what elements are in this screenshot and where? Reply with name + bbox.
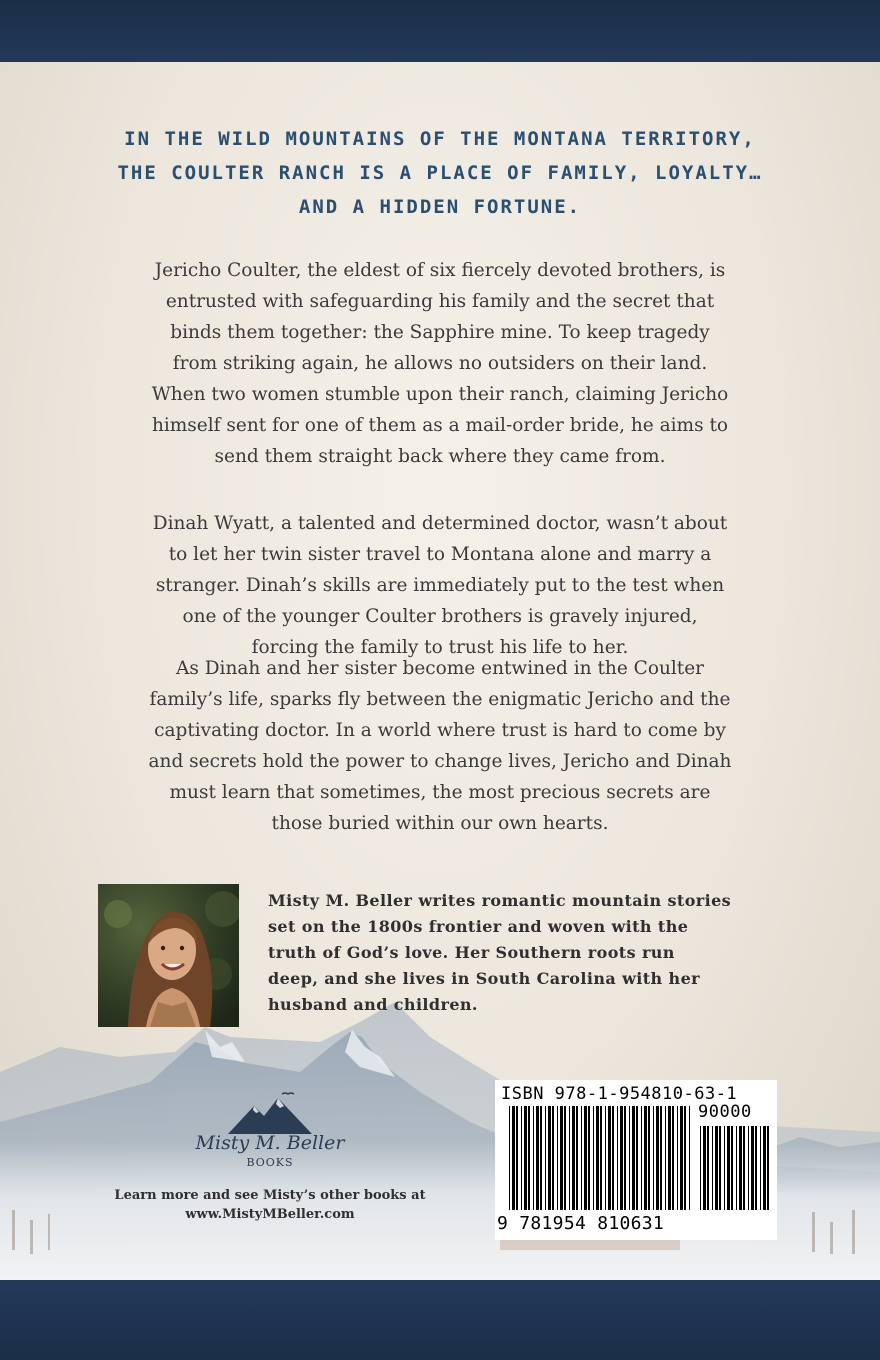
barcode-bar xyxy=(724,1126,725,1210)
barcode-bar xyxy=(593,1106,594,1210)
barcode-bar xyxy=(636,1106,638,1210)
barcode-bar xyxy=(612,1106,614,1210)
barcode-bar xyxy=(528,1106,530,1210)
barcode-bar xyxy=(533,1106,534,1210)
bio-line: truth of God’s love. Her Southern roots run xyxy=(268,943,675,962)
tagline-headline xyxy=(40,122,840,224)
barcode-bar xyxy=(588,1106,590,1210)
learn-more-line: Learn more and see Misty’s other books at xyxy=(114,1188,426,1203)
blurb-line: to let her twin sister travel to Montana alone and marry a xyxy=(168,544,712,565)
blurb-line: Jericho Coulter, the eldest of six fiercely devoted brothers, is xyxy=(154,260,726,281)
price-code: 90000 xyxy=(698,1102,752,1122)
isbn-number: ISBN 978-1-954810-63-1 xyxy=(501,1084,738,1104)
barcode-bar xyxy=(648,1106,650,1210)
blurb-line: must learn that sometimes, the most precious secrets are xyxy=(169,782,711,803)
barcode-bar xyxy=(569,1106,570,1210)
top-border-band xyxy=(0,0,880,62)
barcode-bar xyxy=(572,1106,575,1210)
barcode-bar xyxy=(584,1106,587,1210)
barcode-bar xyxy=(739,1126,742,1210)
blurb-line: captivating doctor. In a world where trust is hard to come by xyxy=(154,720,726,741)
barcode-bar xyxy=(644,1106,647,1210)
blurb-line: entrusted with safeguarding his family and the secret that xyxy=(165,291,715,312)
blurb-line: When two women stumble upon their ranch, claiming Jericho xyxy=(151,384,729,405)
barcode-bar xyxy=(731,1126,733,1210)
barcode-bar xyxy=(509,1106,510,1210)
bio-line: husband and children. xyxy=(268,995,478,1014)
publisher-name: Misty M. Beller xyxy=(195,1132,345,1154)
website-url: www.MistyMBeller.com xyxy=(185,1207,355,1222)
barcode-bar xyxy=(596,1106,599,1210)
barcode-bar xyxy=(665,1106,666,1210)
barcode-bar xyxy=(736,1126,737,1210)
blurb-line: binds them together: the Sapphire mine. To keep tragedy xyxy=(170,322,710,343)
barcode-bar xyxy=(545,1106,546,1210)
barcode-bar xyxy=(516,1106,518,1210)
barcode-bar xyxy=(700,1126,701,1210)
barcode-bar xyxy=(656,1106,659,1210)
author-bio xyxy=(268,888,788,1018)
barcode-bar xyxy=(684,1106,686,1210)
headline-line: AND A HIDDEN FORTUNE. xyxy=(298,196,582,218)
headline-line: IN THE WILD MOUNTAINS OF THE MONTANA TERRITORY, xyxy=(124,128,756,150)
barcode-bar xyxy=(564,1106,566,1210)
barcode-bar xyxy=(540,1106,542,1210)
barcode-bar xyxy=(581,1106,582,1210)
learn-more-text xyxy=(100,1186,440,1224)
barcode-bar xyxy=(632,1106,635,1210)
blurb-line: those buried within our own hearts. xyxy=(271,813,609,834)
barcode-bar xyxy=(755,1126,757,1210)
bottom-border-band xyxy=(0,1280,880,1360)
bio-line: set on the 1800s frontier and woven with the xyxy=(268,917,689,936)
barcode-bar xyxy=(748,1126,749,1210)
barcode-bar xyxy=(521,1106,522,1210)
barcode-bar xyxy=(524,1106,527,1210)
blurb-line: himself sent for one of them as a mail-order bride, he aims to xyxy=(151,415,729,436)
barcode-bar xyxy=(763,1126,766,1210)
barcode-bar xyxy=(707,1126,709,1210)
barcode-bar xyxy=(552,1106,554,1210)
bio-line: deep, and she lives in South Carolina with her xyxy=(268,969,700,988)
publisher-logo-block xyxy=(100,1090,440,1230)
blurb-paragraph-jericho xyxy=(80,255,800,472)
blurb-line: family’s life, sparks fly between the enigmatic Jericho and the xyxy=(149,689,731,710)
barcode-bar xyxy=(629,1106,630,1210)
barcode-bar xyxy=(557,1106,558,1210)
barcode-bar xyxy=(617,1106,618,1210)
barcode-bar xyxy=(743,1126,745,1210)
mountain-logo-icon xyxy=(224,1090,316,1136)
blurb-line: stranger. Dinah’s skills are immediately put to the test when xyxy=(155,575,725,596)
blurb-paragraph-romance xyxy=(80,653,800,839)
barcode-bar xyxy=(703,1126,706,1210)
barcode-bar xyxy=(689,1106,690,1210)
blurb-paragraph-dinah xyxy=(80,508,800,663)
barcode-bar xyxy=(677,1106,678,1210)
isbn-barcode-box xyxy=(495,1080,777,1240)
barcode-bar xyxy=(715,1126,718,1210)
blurb-line: from striking again, he allows no outsiders on their land. xyxy=(172,353,708,374)
ean-digits: 9 781954 810631 xyxy=(497,1213,665,1234)
blurb-line: As Dinah and her sister become entwined in the Coulter xyxy=(175,658,705,679)
publisher-subtitle: BOOKS xyxy=(246,1156,294,1169)
barcode-bar xyxy=(760,1126,761,1210)
barcode-bar xyxy=(719,1126,721,1210)
barcode-bar xyxy=(680,1106,683,1210)
blurb-line: Dinah Wyatt, a talented and determined doctor, wasn’t about xyxy=(152,513,728,534)
blurb-line: and secrets hold the power to change lives, Jericho and Dinah xyxy=(148,751,732,772)
barcode-bar xyxy=(548,1106,551,1210)
bio-line: Misty M. Beller writes romantic mountain stories xyxy=(268,891,732,910)
headline-line: THE COULTER RANCH IS A PLACE OF FAMILY, LOYALTY… xyxy=(117,162,763,184)
barcode-bar xyxy=(576,1106,578,1210)
barcode-bar xyxy=(560,1106,563,1210)
blurb-line: forcing the family to trust his life to her. xyxy=(251,637,629,658)
barcode-bar xyxy=(767,1126,769,1210)
barcode-bar xyxy=(512,1106,515,1210)
barcode-bar xyxy=(672,1106,674,1210)
barcode-bar xyxy=(641,1106,642,1210)
barcode-bar xyxy=(727,1126,730,1210)
author-portrait-image xyxy=(98,884,239,1027)
barcode-bar xyxy=(660,1106,662,1210)
author-photo xyxy=(98,884,239,1027)
barcode-bar xyxy=(600,1106,602,1210)
barcode-bar xyxy=(620,1106,623,1210)
barcode-bar xyxy=(624,1106,626,1210)
barcode-bar xyxy=(668,1106,671,1210)
barcode-bar xyxy=(653,1106,654,1210)
barcode-bar xyxy=(751,1126,754,1210)
blurb-line: one of the younger Coulter brothers is gravely injured, xyxy=(182,606,698,627)
barcode-bar xyxy=(608,1106,611,1210)
barcode-bar xyxy=(712,1126,713,1210)
blurb-line: send them straight back where they came from. xyxy=(214,446,666,467)
barcode-bar xyxy=(605,1106,606,1210)
barcode-bar xyxy=(536,1106,539,1210)
